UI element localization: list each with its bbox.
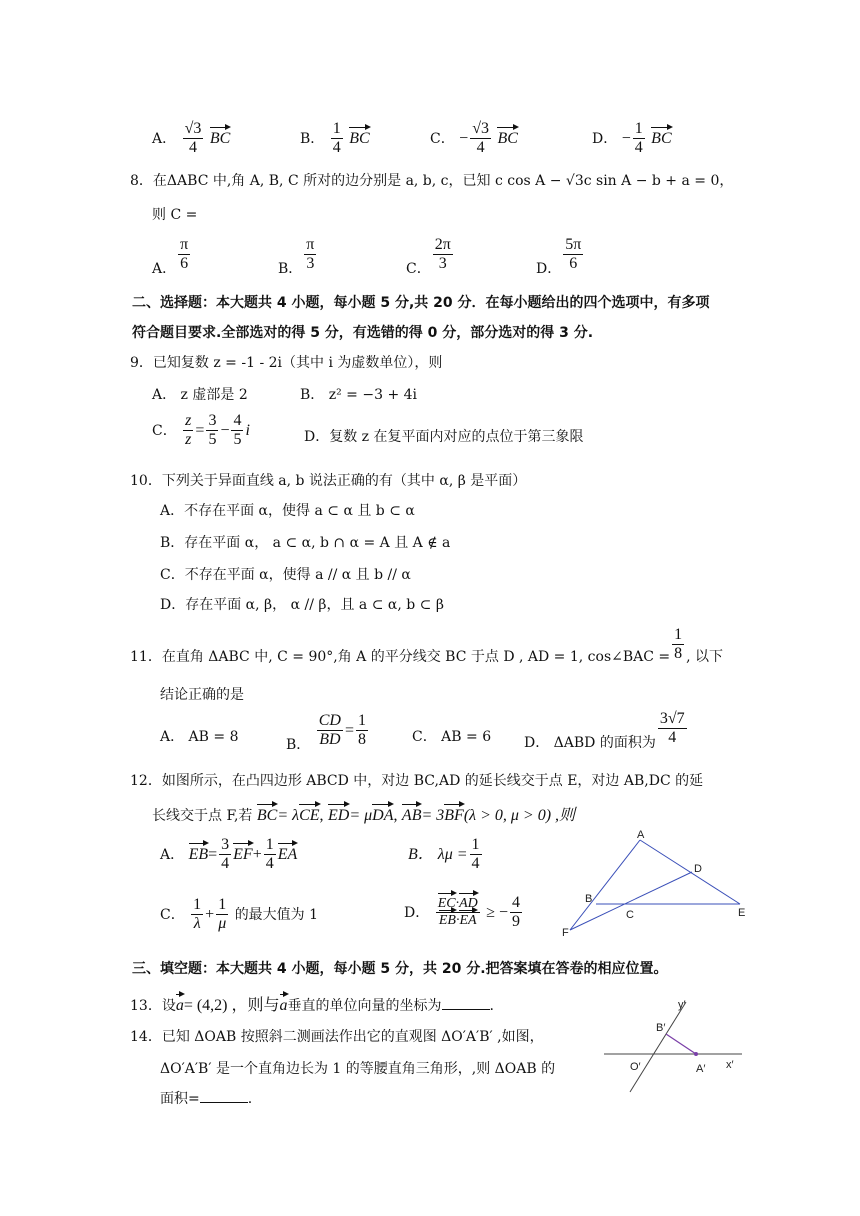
- q7-option-b: B． $\frac{1}{4}$ BC: [300, 120, 370, 157]
- label-b: B: [585, 893, 593, 905]
- q8-option-a: A． $\frac{\pi}{6}$: [152, 236, 189, 277]
- q11-option-b: B． $\frac{CD}{BD}$ = $\frac{1}{8}$: [286, 712, 367, 753]
- section-2-heading: 二、选择题：本大题共 4 小题，每小题 5 分,共 20 分．在每小题给出的四个选项中，有多项: [132, 295, 710, 311]
- q12-option-a: A． EB= $\frac{3}{4}$ EF+ $\frac{1}{4}$ EA: [160, 836, 298, 873]
- question-8-line2: 则 C =: [152, 207, 198, 223]
- q14-answer-blank[interactable]: [200, 1102, 248, 1103]
- segment-ae: [640, 840, 740, 904]
- question-9-stem: 9．已知复数 z = -1 - 2i（其中 i 为虚数单位），则: [130, 355, 443, 371]
- label-a: A′: [696, 1063, 706, 1075]
- q8-option-b: B． $\frac{\pi}{3}$: [278, 236, 315, 277]
- q9-option-c: C． $\frac{z}{z}$ = $\frac{3}{5}$ − $\frac{4}{5}$ i: [152, 412, 250, 449]
- question-14-line2: ΔO′A′B′ 是一个直角边长为 1 的等腰直角三角形，,则 ΔOAB 的: [160, 1061, 556, 1077]
- q7-option-d: D． − $\frac{1}{4}$ BC: [592, 120, 672, 157]
- question-11-stem: 11．在直角 ΔABC 中, C = 90°,角 A 的平分线交 BC 于点 D , AD = 1, cos∠BAC = $\frac{1}{8}$ , 以下: [130, 626, 724, 665]
- q10-option-c: C．不存在平面 α，使得 a // α 且 b // α: [160, 567, 411, 583]
- q11-option-d: D． ΔABD 的面积为 $\frac{3√7}{4}$: [524, 710, 685, 751]
- q12-option-b: B． λμ = $\frac{1}{4}$: [408, 836, 480, 873]
- q13-answer-blank[interactable]: [442, 1009, 490, 1010]
- question-14-line1: 14．已知 ΔOAB 按照斜二测画法作出它的直观图 ΔO′A′B′ ,如图，: [130, 1029, 544, 1045]
- question-14-line3: 面积= .: [160, 1091, 253, 1107]
- question-12-stem-line2: 长线交于点 F,若 BC= λCE, ED= μDA, AB= 3BF(λ > 0, μ > 0) ,则: [152, 807, 576, 824]
- label-c: C: [626, 909, 634, 921]
- label-f: F: [562, 927, 569, 939]
- q10-option-a: A．不存在平面 α，使得 a ⊂ α 且 b ⊂ α: [160, 503, 415, 519]
- label-x: x′: [726, 1059, 734, 1071]
- label-b: B′: [656, 1022, 666, 1034]
- label-a: A: [637, 830, 645, 841]
- q12-figure: [560, 830, 760, 940]
- vector-bc: BC: [209, 129, 231, 147]
- point-a: [694, 1052, 698, 1056]
- question-11-stem-line2: 结论正确的是: [160, 687, 244, 703]
- q10-option-b: B．存在平面 α， a ⊂ α, b ∩ α = A 且 A ∉ a: [160, 535, 451, 551]
- label-y: y′: [678, 999, 686, 1011]
- q9-option-a: A． z 虚部是 2: [152, 387, 248, 403]
- q8-option-c: C． $\frac{2\pi}{3}$: [406, 236, 451, 277]
- q7-option-a: A． $\frac{√3}{4}$ BC: [152, 120, 231, 157]
- q12-option-c: C． $\frac{1}{\lambda}$ + $\frac{1}{\mu}$ 的最大值为 1: [160, 896, 319, 933]
- q10-option-d: D．存在平面 α, β， α // β，且 a ⊂ α, b ⊂ β: [160, 597, 444, 613]
- section-3-heading: 三、填空题：本大题共 4 小题，每小题 5 分，共 20 分.把答案填在答卷的相应位置。: [132, 961, 668, 977]
- q12-option-d: D． $\frac{EC\cdot AD}{EB\cdot EA}$ ≥ − $\frac{4}{9}$: [404, 894, 521, 931]
- q8-option-d: D． $\frac{5\pi}{6}$: [536, 236, 582, 277]
- y-axis: [630, 1002, 686, 1092]
- label-e: E: [738, 907, 746, 919]
- segment-b-a: [666, 1034, 696, 1054]
- q9-option-b: B． z² = −3 + 4i: [300, 387, 418, 403]
- q9-option-d: D．复数 z 在复平面内对应的点位于第三象限: [304, 429, 584, 445]
- question-8: 8．在ΔABC 中,角 A, B, C 所对的边分别是 a, b, c，已知 c cos A − √3c sin A − b + a = 0，: [130, 173, 734, 189]
- question-13: 13．设a= (4,2) ，则与a垂直的单位向量的坐标为 .: [130, 997, 494, 1014]
- q11-option-a: A． AB = 8: [160, 729, 239, 745]
- question-10-stem: 10．下列关于异面直线 a, b 说法正确的有（其中 α, β 是平面）: [130, 473, 527, 489]
- question-12-stem: 12．如图所示，在凸四边形 ABCD 中，对边 BC,AD 的延长线交于点 E，对边 AB,DC 的延: [130, 773, 704, 789]
- q7-option-c: C． − $\frac{√3}{4}$ BC: [430, 120, 518, 157]
- question-8-stem: 在ΔABC 中,角 A, B, C 所对的边分别是 a, b, c，已知 c cos A − √3c sin A − b + a = 0，: [152, 173, 734, 189]
- label-o: O′: [630, 1061, 641, 1073]
- q14-figure: [600, 996, 750, 1096]
- q11-option-c: C． AB = 6: [412, 729, 492, 745]
- section-2-heading-line2: 符合题目要求.全部选对的得 5 分，有选错的得 0 分，部分选对的得 3 分.: [132, 325, 594, 341]
- label-d: D: [694, 863, 702, 875]
